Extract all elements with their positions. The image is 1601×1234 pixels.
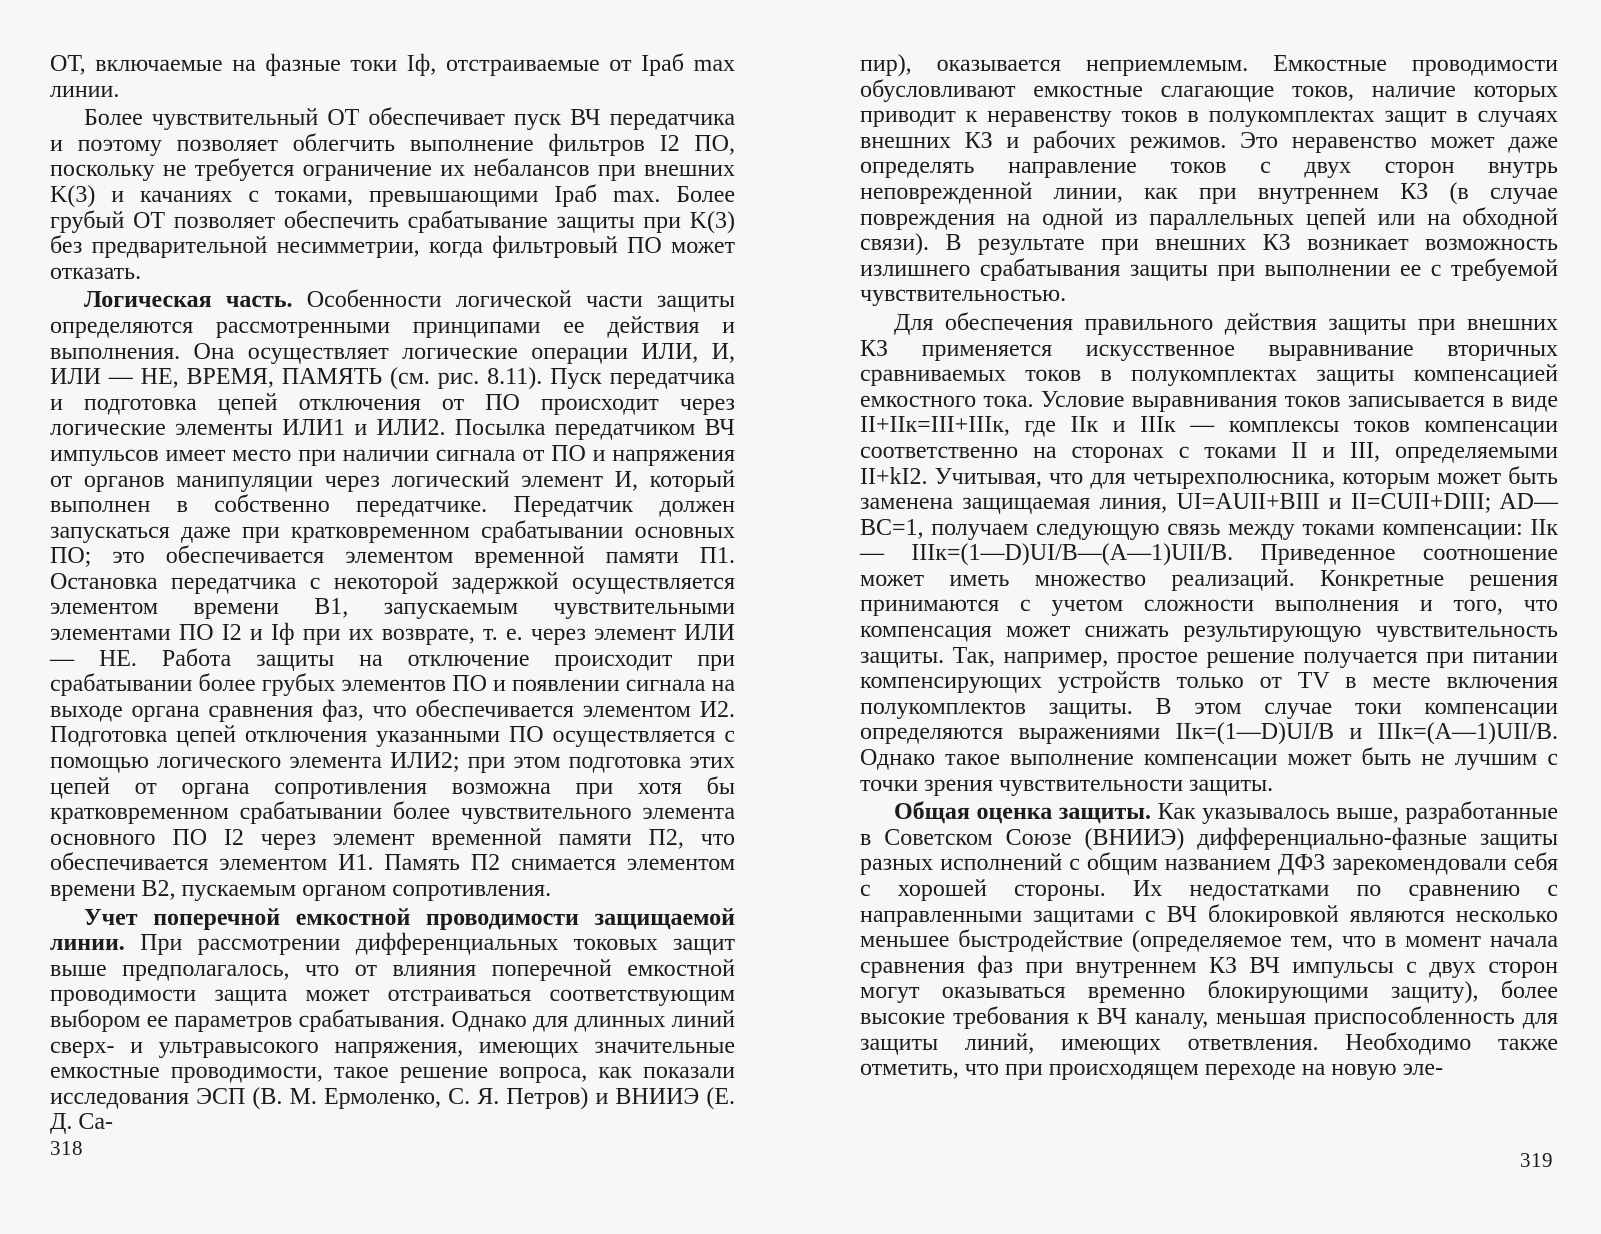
- paragraph: Для обеспечения правильного действия защиты при внешних КЗ применяется искусственное выравнивание вторичных сравниваемых токов в полукомплектах защиты компенсацией емкостного тока. Условие выравнивания токов записывается в виде II+IIк=III+IIIк, где IIк и IIIк — комплексы токов компенсации соответственно на сторонах с токами II и III, определяемыми II+kI2. Учитывая, что для четырехполюсника, которым может быть заменена защищаемая линия, UI=AUII+BIII и II=CUII+DIII; AD—BC=1, получаем следующую связь между токами компенсации: IIк — IIIк=(1—D)UI/B—(A—1)UII/B. Приведенное соотношение может иметь множество реализаций. Конкретные решения принимаются с учетом сложности выполнения и того, что компенсация может снижать результирующую чувствительность защиты. Так, например, простое решение получается при питании компенсирующих устройств только от TV в месте включения полукомплектов защиты. В этом случае токи компенсации определяются выражениями IIк=(1—D)UI/B и IIIк=(A—1)UII/B. Однако такое выполнение компенсации может быть не лучшим с точки зрения чувствительности защиты.: [860, 309, 1558, 797]
- paragraph: Общая оценка защиты. Как указывалось выше, разработанные в Советском Союзе (ВНИИЭ) дифференциально-фазные защиты разных исполнений с общим названием ДФЗ зарекомендовали себя с хорошей стороны. Их недостатками по сравнению с направленными защитами с ВЧ блокировкой являются несколько меньшее быстродействие (определяемое тем, что в момент начала сравнения фаз при внутреннем КЗ ВЧ импульсы с двух сторон могут оказываться временно блокирующими защиту), более высокие требования к ВЧ каналу, меньшая приспособленность для защиты линий, имеющих ответвления. Необходимо также отметить, что при происходящем переходе на новую эле-: [860, 799, 1559, 1082]
- page-number: 318: [50, 1136, 83, 1160]
- page-number: 319: [1520, 1148, 1553, 1172]
- paragraph: Учет поперечной емкостной проводимости защищаемой линии. При рассмотрении дифференциальных токовых защит выше предполагалось, что от влияния поперечной емкостной проводимости защита может отстраиваться соответствующим выбором ее параметров срабатывания. Однако для длинных линий сверх- и ультравысокого напряжения, имеющих значительные емкостные проводимости, такое решение вопроса, как показали исследования ЭСП (В. М. Ермоленко, С. Я. Петров) и ВНИИЭ (Е. Д. Са-: [50, 904, 735, 1136]
- right-page-text: [860, 52, 1558, 1082]
- run-in-heading: Логическая часть.: [84, 287, 293, 314]
- right-page: [800, 0, 1601, 1234]
- run-in-heading: Общая оценка защиты.: [894, 799, 1152, 826]
- left-page-text: [50, 52, 735, 1136]
- paragraph: ОТ, включаемые на фазные токи Iф, отстраиваемые от Iраб max линии.: [50, 51, 735, 103]
- paragraph: пир), оказывается неприемлемым. Емкостные проводимости обусловливают емкостные слагающие токов, наличие которых приводит к неравенству токов в полукомплектах защит в случаях внешних КЗ и рабочих режимов. Это неравенство может даже определять направление токов с двух сторон внутрь неповрежденной линии, как при внутреннем КЗ (в случае повреждения на одной из параллельных цепей или на обходной связи). В результате при внешних КЗ возникает возможность излишнего срабатывания защиты при выполнении ее с требуемой чувствительностью.: [860, 51, 1558, 308]
- paragraph: Более чувствительный ОТ обеспечивает пуск ВЧ передатчика и поэтому позволяет облегчить выполнение фильтров I2 ПО, поскольку не требуется ограничение их небалансов при внешних K(3) и качаниях с токами, превышающими Iраб max. Более грубый ОТ позволяет обеспечить срабатывание защиты при K(3) без предварительной несимметрии, когда фильтровый ПО может отказать.: [50, 105, 735, 285]
- left-page: [0, 0, 800, 1234]
- run-in-heading: Учет поперечной емкостной проводимости защищаемой линии.: [50, 904, 735, 957]
- paragraph: Логическая часть. Особенности логической части защиты определяются рассмотренными принципами ее действия и выполнения. Она осуществляет логические операции ИЛИ, И, ИЛИ — НЕ, ВРЕМЯ, ПАМЯТЬ (см. рис. 8.11). Пуск передатчика и подготовка цепей отключения от ПО происходит через логические элементы ИЛИ1 и ИЛИ2. Посылка передатчиком ВЧ импульсов имеет место при наличии сигнала от ПО и напряжения от органов манипуляции через логический элемент И, который выполнен в собственно передатчике. Передатчик должен запускаться даже при кратковременном срабатывании основных ПО; это обеспечивается элементом временной памяти П1. Остановка передатчика с некоторой задержкой осуществляется элементом времени В1, запускаемым чувствительными элементами ПО I2 и Iф при их возврате, т. е. через элемент ИЛИ — НЕ. Работа защиты на отключение происходит при срабатывании более грубых элементов ПО и появлении сигнала на выходе органа сравнения фаз, что обеспечивается элементом И2. Подготовка цепей отключения указанными ПО осуществляется с помощью логического элемента ИЛИ2; при этом подготовка этих цепей от органа сопротивления возможна при хотя бы кратковременном срабатывании более чувствительного элемента основного ПО I2 через элемент временной памяти П2, что обеспечивается элементом И1. Память П2 снимается элементом времени В2, пускаемым органом сопротивления.: [50, 287, 736, 902]
